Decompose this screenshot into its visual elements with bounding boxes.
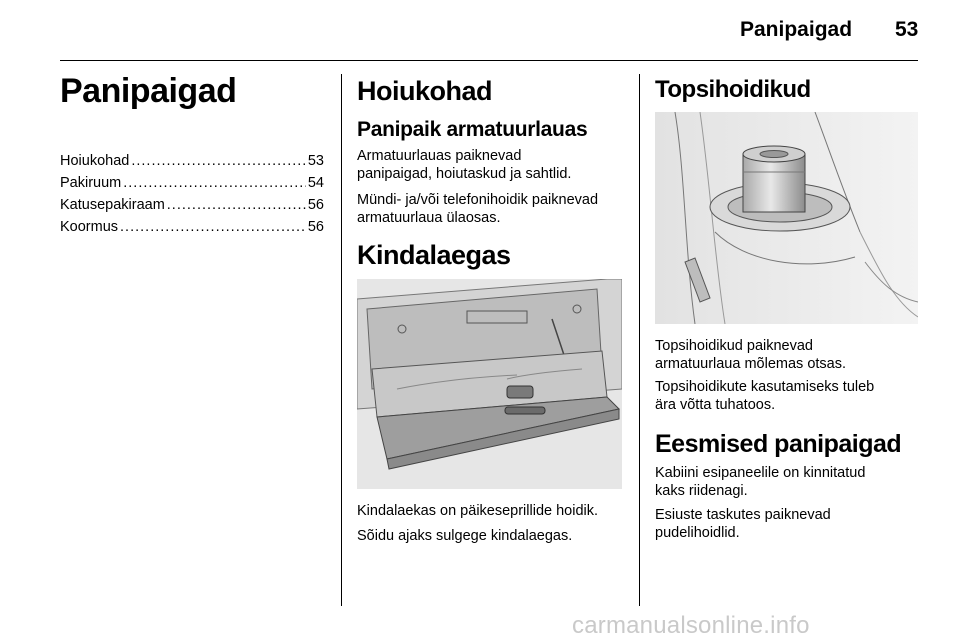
toc-entry-page: 56 (307, 197, 324, 213)
paragraph-riidenagi (655, 464, 865, 500)
text-line: Topsihoidikute kasutamiseks tuleb (655, 379, 875, 395)
toc-leader-dots (131, 150, 306, 172)
text-line: kaks riidenagi. (655, 483, 748, 499)
section-heading-topsihoidikud: Topsihoidikud (655, 76, 811, 103)
toc-leader-dots (167, 194, 306, 216)
table-of-contents (60, 150, 324, 238)
text-line: pudelihoidlid. (655, 525, 740, 541)
column-divider-left (341, 74, 342, 606)
chapter-title: Panipaigad (60, 72, 237, 110)
toc-entry-label: Hoiukohad (60, 153, 130, 169)
text-line: Topsihoidikud paiknevad (655, 338, 813, 354)
paragraph-tuhatoos (655, 378, 874, 414)
paragraph-mundihoidik (357, 191, 598, 227)
glovebox-illustration (357, 279, 622, 489)
page-header-title: Panipaigad (740, 18, 853, 41)
toc-entry[interactable] (60, 194, 324, 216)
section-heading-eesmised-panipaigad: Eesmised panipaigad (655, 430, 902, 458)
text-line: panipaigad, hoiutaskud ja sahtlid. (357, 166, 572, 182)
paragraph-topsihoidikud (655, 337, 846, 373)
toc-entry-page: 56 (307, 219, 324, 235)
toc-entry-page: 53 (307, 153, 324, 169)
toc-leader-dots (123, 172, 306, 194)
toc-entry[interactable] (60, 150, 324, 172)
toc-entry[interactable] (60, 172, 324, 194)
toc-entry-page: 54 (307, 175, 324, 191)
header-rule (60, 60, 918, 61)
toc-entry[interactable] (60, 216, 324, 238)
caption-kindalaegas-1: Kindalaekas on päikeseprillide hoidik. (357, 503, 599, 519)
page-number: 53 (895, 18, 919, 41)
paragraph-pudelihoidlid (655, 506, 831, 542)
toc-entry-label: Koormus (60, 219, 119, 235)
paragraph-panipaik (357, 147, 571, 183)
text-line: Mündi- ja/või telefonihoidik paiknevad (357, 192, 599, 208)
text-line: armatuurlaua ülaosas. (357, 210, 501, 226)
cup-holder-illustration (655, 112, 918, 324)
text-line: Esiuste taskutes paiknevad (655, 507, 831, 523)
text-line: armatuurlaua mõlemas otsas. (655, 356, 846, 372)
watermark: carmanualsonline.info (572, 612, 810, 639)
section-heading-hoiukohad: Hoiukohad (357, 76, 492, 106)
section-heading-kindalaegas: Kindalaegas (357, 240, 511, 270)
text-line: ära võtta tuhatoos. (655, 397, 776, 413)
toc-leader-dots (120, 216, 306, 238)
caption-kindalaegas-2: Sõidu ajaks sulgege kindalaegas. (357, 528, 573, 544)
subsection-heading-panipaik: Panipaik armatuurlauas (357, 118, 588, 141)
toc-entry-label: Katusepakiraam (60, 197, 165, 213)
toc-entry-label: Pakiruum (60, 175, 122, 191)
text-line: Armatuurlauas paiknevad (357, 148, 522, 164)
column-divider-right (639, 74, 640, 606)
text-line: Kabiini esipaneelile on kinnitatud (655, 465, 866, 481)
